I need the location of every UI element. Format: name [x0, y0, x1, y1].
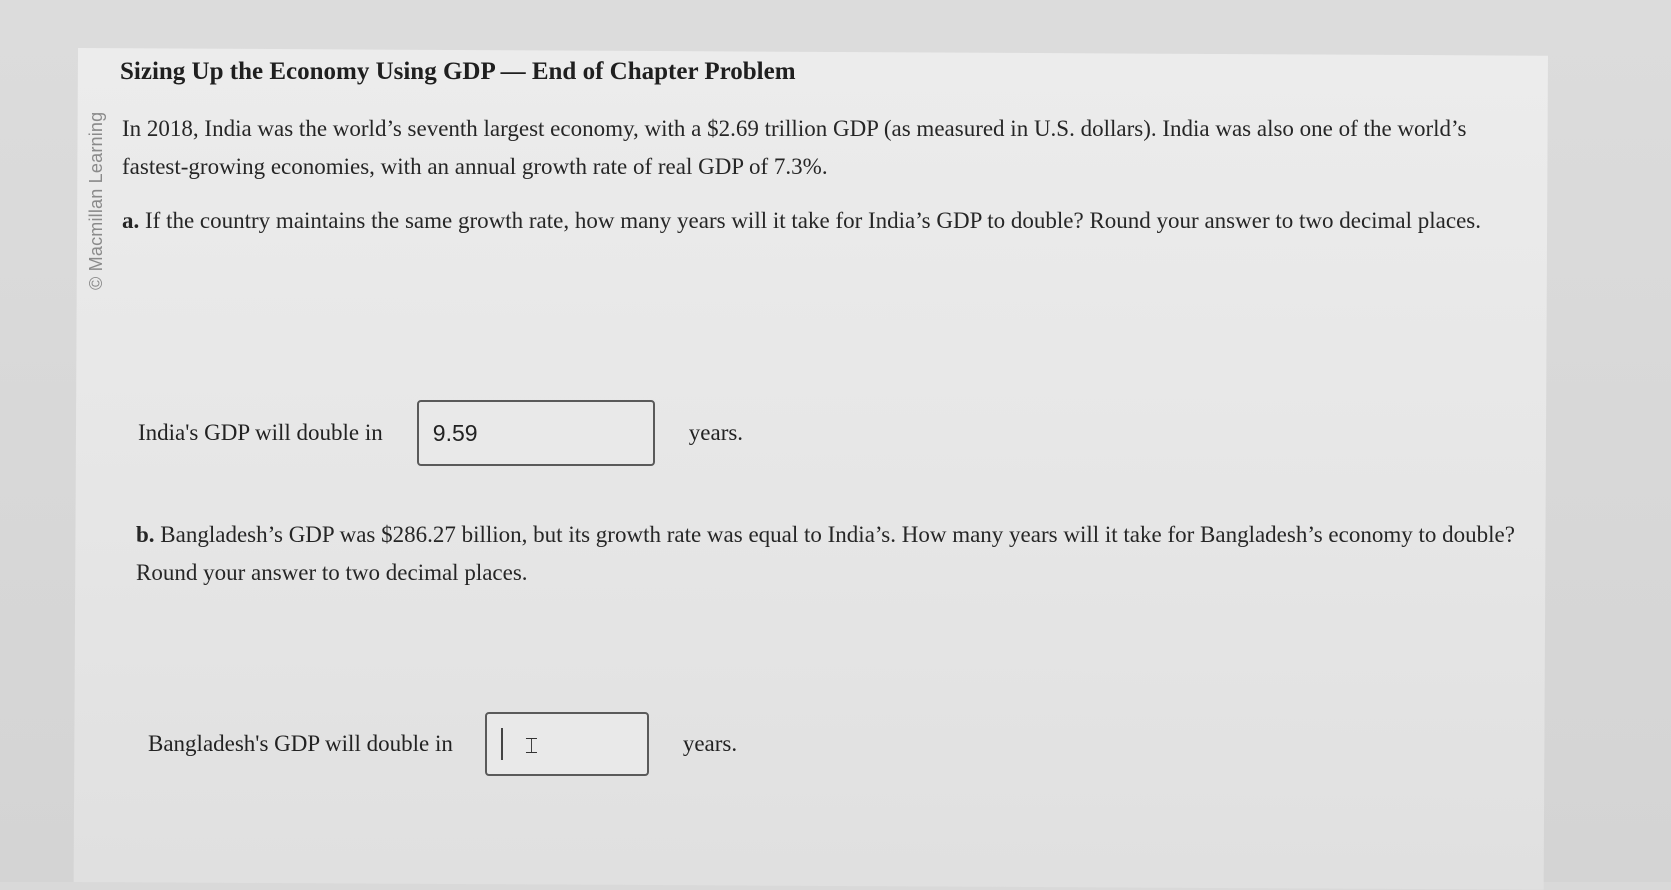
part-a-units: years.	[688, 420, 744, 445]
part-a-question	[122, 202, 1522, 240]
problem-title: Sizing Up the Economy Using GDP — End of Chapter Problem	[120, 58, 796, 85]
part-b-letter: b.	[136, 522, 155, 547]
copyright-watermark: © Macmillan Learning	[86, 111, 106, 290]
part-b-answer-row	[148, 712, 737, 776]
ibeam-cursor-icon: ⌶	[524, 734, 539, 759]
part-b-text: Bangladesh’s GDP was $286.27 billion, but its growth rate was equal to India’s. How many years will it take for Bangladesh’s economy to double? Round your answer to two decimal places.	[136, 522, 1515, 585]
part-b-units: years.	[682, 731, 738, 756]
part-a-answer-value: 9.59	[432, 419, 478, 446]
part-b-answer-label: Bangladesh's GDP will double in	[148, 731, 453, 756]
problem-intro: In 2018, India was the world’s seventh largest economy, with a $2.69 trillion GDP (as measured in U.S. dollars). India was also one of the world’s fastest-growing economies, with an annual growth rate of real GDP of 7.3%.	[122, 116, 1467, 179]
part-b-answer-input[interactable]	[485, 712, 649, 776]
part-a-answer-row	[138, 400, 743, 466]
part-b-question	[136, 516, 1526, 592]
part-a-text: If the country maintains the same growth rate, how many years will it take for India’s GDP to double? Round your answer to two decimal places.	[145, 208, 1481, 233]
part-a-answer-input[interactable]	[417, 400, 655, 466]
part-a-letter: a.	[122, 208, 140, 233]
text-caret	[501, 728, 503, 760]
part-a-answer-label: India's GDP will double in	[138, 420, 383, 445]
